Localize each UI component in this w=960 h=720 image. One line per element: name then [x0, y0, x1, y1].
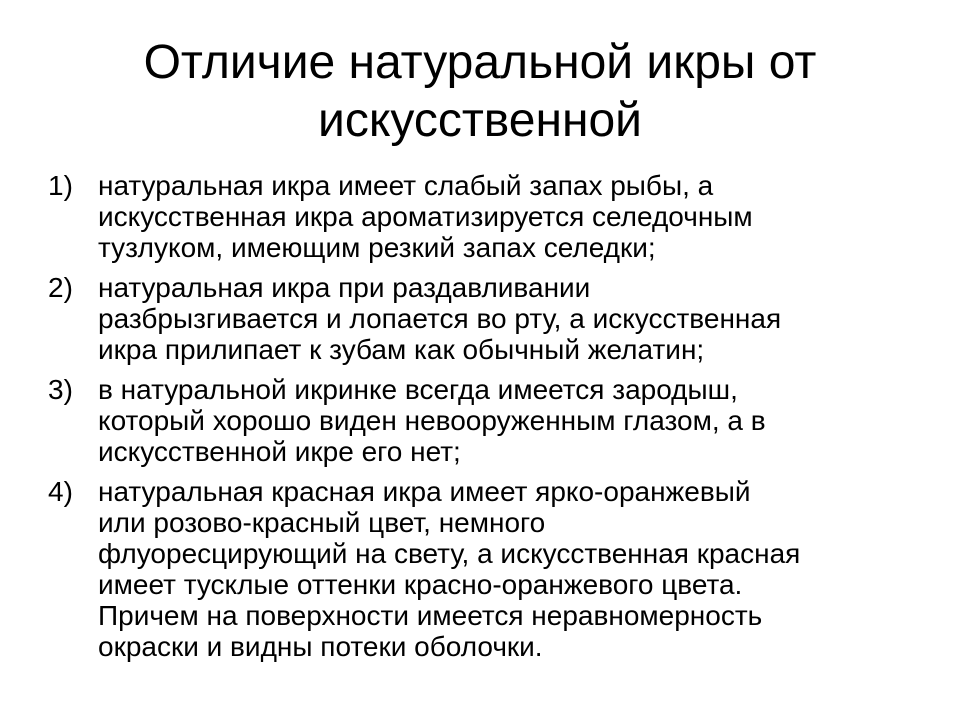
item-number: 4)	[48, 476, 73, 507]
item-text	[98, 272, 781, 365]
text-line: натуральная икра при раздавливании	[98, 272, 591, 303]
item-number: 2)	[48, 272, 73, 303]
item-text	[98, 374, 766, 467]
text-line: тузлуком, имеющим резкий запах селедки;	[98, 232, 656, 263]
item-number: 3)	[48, 374, 73, 405]
text-line: искусственной икре его нет;	[98, 436, 461, 467]
slide-title	[60, 34, 900, 150]
text-line: икра прилипает к зубам как обычный желатин;	[98, 334, 705, 365]
item-number: 1)	[48, 170, 73, 201]
text-line: натуральная икра имеет слабый запах рыбы, а	[98, 170, 714, 201]
title-line: искусственной	[318, 94, 642, 147]
list-item	[48, 374, 918, 467]
text-line: Причем на поверхности имеется неравномерность	[98, 600, 763, 631]
text-line: имеет тусклые оттенки красно-оранжевого цвета.	[98, 569, 743, 600]
title-line: Отличие натуральной икры от	[143, 36, 817, 89]
text-line: в натуральной икринке всегда имеется зародыш,	[98, 374, 738, 405]
text-line: который хорошо виден невооруженным глазом, а в	[98, 405, 766, 436]
item-text	[98, 170, 753, 263]
list-item	[48, 170, 918, 263]
list-item	[48, 476, 918, 662]
text-line: искусственная икра ароматизируется селедочным	[98, 201, 753, 232]
text-line: или розово-красный цвет, немного	[98, 507, 546, 538]
item-text	[98, 476, 800, 662]
text-line: флуоресцирующий на свету, а искусственная красная	[98, 538, 801, 569]
text-line: окраски и видны потеки оболочки.	[98, 631, 543, 662]
text-line: натуральная красная икра имеет ярко-оранжевый	[98, 476, 751, 507]
list-item	[48, 272, 918, 365]
numbered-list	[48, 170, 918, 671]
text-line: разбрызгивается и лопается во рту, а искусственная	[98, 303, 782, 334]
